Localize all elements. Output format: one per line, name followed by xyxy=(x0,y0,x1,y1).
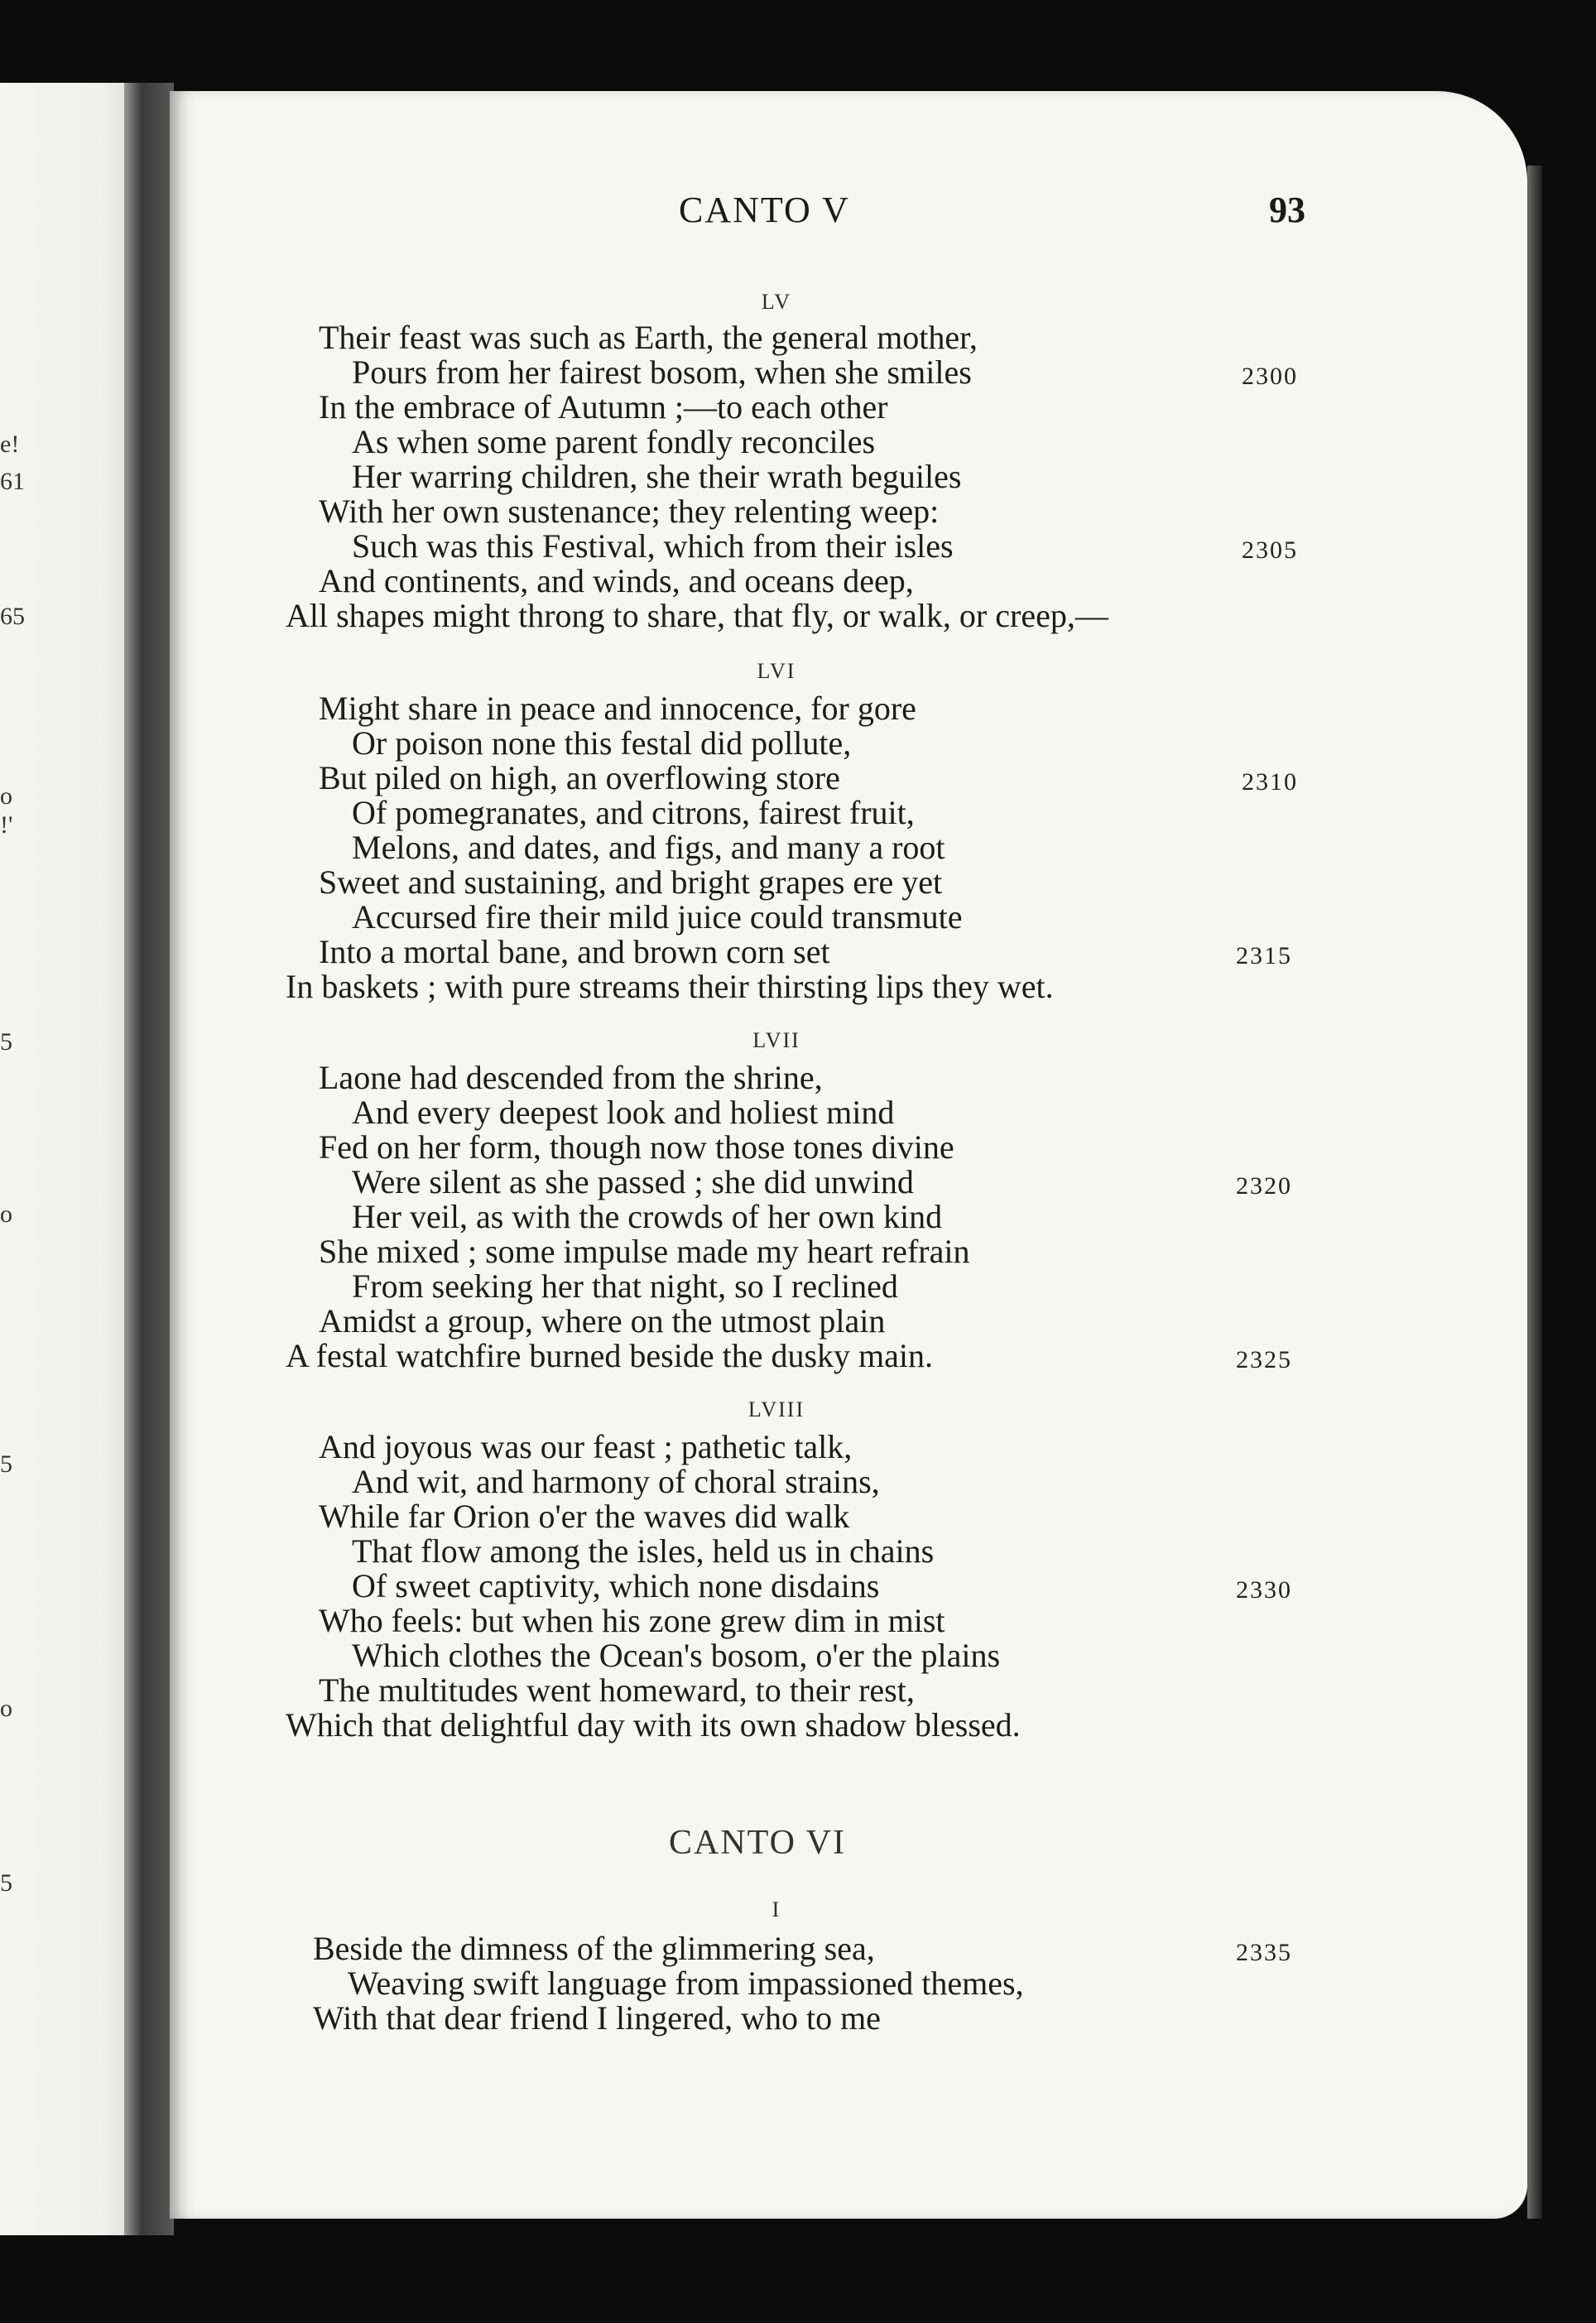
stanza-numeral: LVIII xyxy=(748,1397,805,1421)
verse-line: With her own sustenance; they relenting weep: xyxy=(319,493,940,530)
verse-line: As when some parent fondly reconciles xyxy=(352,423,876,460)
verse-line: Accursed fire their mild juice could transmute xyxy=(352,898,963,935)
verse-line: Were silent as she passed ; she did unwind xyxy=(352,1163,914,1200)
facing-page-fragment: 61 xyxy=(0,468,25,495)
verse-line: A festal watchfire burned beside the dusky main. xyxy=(286,1337,933,1374)
verse-line: In baskets ; with pure streams their thirsting lips they wet. xyxy=(286,968,1054,1005)
facing-page-fragment: o xyxy=(0,1695,12,1722)
line-number: 2335 xyxy=(1236,1939,1292,1966)
facing-page-fragment: o xyxy=(0,782,12,810)
verse-line: Of sweet captivity, which none disdains xyxy=(352,1567,880,1604)
verse-line: Amidst a group, where on the utmost plain xyxy=(319,1302,886,1339)
verse-line: Her warring children, she their wrath beguiles xyxy=(352,458,962,495)
verse-line: Of pomegranates, and citrons, fairest fruit, xyxy=(352,794,915,831)
stanza-numeral: LVII xyxy=(752,1028,800,1052)
page-number: 93 xyxy=(1269,190,1305,230)
verse-line: While far Orion o'er the waves did walk xyxy=(319,1498,850,1535)
verse-line: And every deepest look and holiest mind xyxy=(352,1094,895,1131)
running-head-title: CANTO V xyxy=(679,190,850,230)
facing-page-fragment: 5 xyxy=(0,1028,12,1056)
stanza-numeral: I xyxy=(772,1897,781,1921)
verse-line: Pours from her fairest bosom, when she smiles xyxy=(352,354,972,391)
facing-page-fragment: 65 xyxy=(0,603,25,630)
facing-page-fragment: !' xyxy=(0,811,13,839)
verse-line: Which clothes the Ocean's bosom, o'er the plains xyxy=(352,1637,1001,1674)
line-number: 2320 xyxy=(1236,1172,1292,1200)
verse-line: Sweet and sustaining, and bright grapes ere yet xyxy=(319,863,943,901)
verse-line: Weaving swift language from impassioned themes, xyxy=(348,1965,1024,2002)
verse-line: But piled on high, an overflowing store xyxy=(319,759,840,796)
verse-line: And continents, and winds, and oceans deep, xyxy=(319,562,914,599)
verse-line: And joyous was our feast ; pathetic talk, xyxy=(319,1428,853,1465)
verse-line: Who feels: but when his zone grew dim in mist xyxy=(319,1602,945,1639)
verse-line: The multitudes went homeward, to their rest, xyxy=(319,1671,915,1709)
verse-line: She mixed ; some impulse made my heart refrain xyxy=(319,1233,970,1270)
verse-line: Into a mortal bane, and brown corn set xyxy=(319,933,830,970)
verse-line: Such was this Festival, which from their isles xyxy=(352,527,954,565)
verse-line: From seeking her that night, so I reclined xyxy=(352,1267,898,1305)
verse-line: Fed on her form, though now those tones divine xyxy=(319,1128,954,1166)
verse-line: Or poison none this festal did pollute, xyxy=(352,724,852,762)
facing-page-edge xyxy=(0,83,145,2235)
facing-page-fragment: 5 xyxy=(0,1450,12,1478)
verse-line: That flow among the isles, held us in chains xyxy=(352,1532,935,1570)
line-number: 2325 xyxy=(1236,1346,1292,1373)
line-number: 2330 xyxy=(1236,1576,1292,1604)
verse-line: With that dear friend I lingered, who to me xyxy=(313,1999,881,2037)
line-number: 2310 xyxy=(1242,768,1298,796)
verse-line: Which that delightful day with its own shadow blessed. xyxy=(286,1706,1021,1743)
verse-line: And wit, and harmony of choral strains, xyxy=(352,1463,880,1500)
verse-line: Might share in peace and innocence, for gore xyxy=(319,690,916,727)
verse-line: Laone had descended from the shrine, xyxy=(319,1059,823,1096)
facing-page-fragment: o xyxy=(0,1200,12,1228)
verse-line: In the embrace of Autumn ;—to each other xyxy=(319,388,888,426)
book-gutter xyxy=(124,83,174,2235)
stanza-numeral: LVI xyxy=(757,659,796,683)
facing-page-fragment: 5 xyxy=(0,1869,12,1897)
verse-line: All shapes might throng to share, that fly, or walk, or creep,— xyxy=(286,597,1108,634)
facing-page-fragment: e! xyxy=(0,430,20,458)
canto-heading: CANTO VI xyxy=(669,1824,846,1862)
line-number: 2315 xyxy=(1236,942,1292,969)
verse-line: Her veil, as with the crowds of her own kind xyxy=(352,1198,943,1235)
line-number: 2305 xyxy=(1242,536,1298,564)
line-number: 2300 xyxy=(1242,363,1298,390)
verse-line: Their feast was such as Earth, the general mother, xyxy=(319,319,978,356)
verse-line: Melons, and dates, and figs, and many a root xyxy=(352,829,945,866)
page-edge-shadow xyxy=(1527,166,1542,2219)
verse-line: Beside the dimness of the glimmering sea, xyxy=(313,1930,875,1967)
stanza-numeral: LV xyxy=(761,290,792,314)
